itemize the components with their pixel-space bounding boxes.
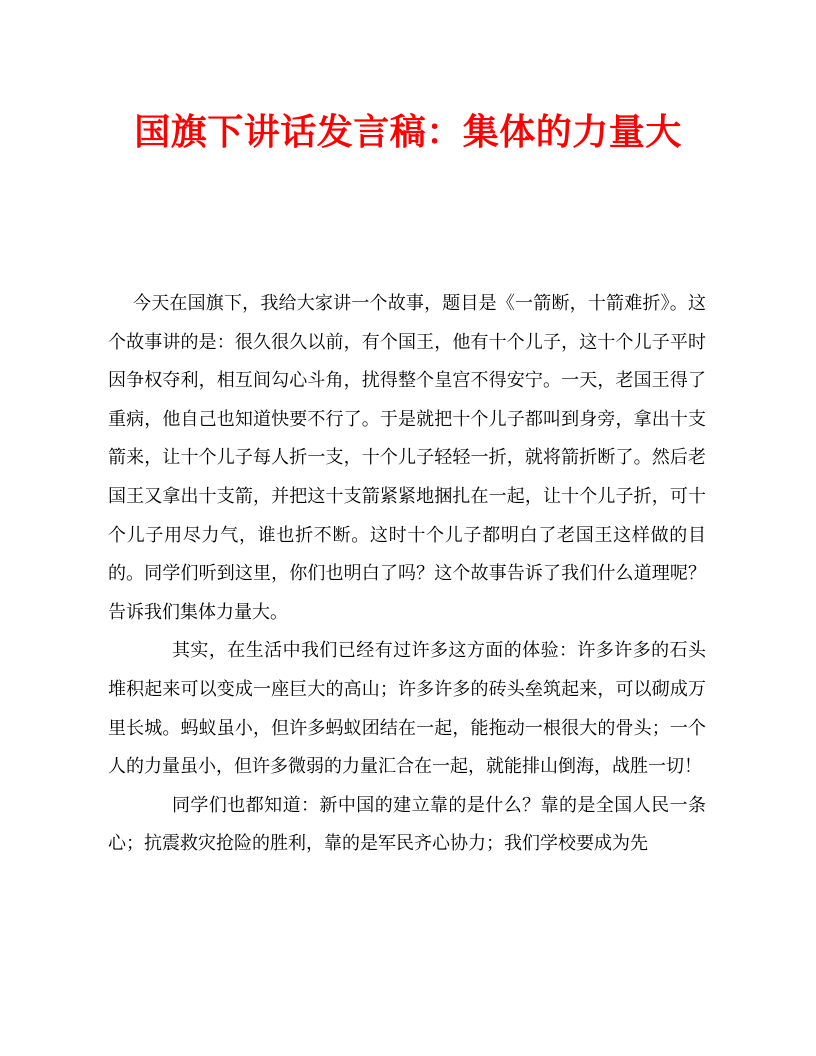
- paragraph-story: 今天在国旗下，我给大家讲一个故事，题目是《一箭断，十箭难折》。这个故事讲的是：很久很久以前，有个国王，他有十个儿子，这十个儿子平时因争权夺利，相互间勾心斗角，扰得整个皇宫不得安宁。一天，老国王得了重病，他自己也知道快要不行了。于是就把十个儿子都叫到身旁，拿出十支箭来，让十个儿子每人折一支，十个儿子轻轻一折，就将箭折断了。然后老国王又拿出十支箭，并把这十支箭紧紧地捆扎在一起，让十个儿子折，可十个儿子用尽力气，谁也折不断。这时十个儿子都明白了老国王这样做的目的。同学们听到这里，你们也明白了吗？这个故事告诉了我们什么道理呢？告诉我们集体力量大。: [108, 293, 706, 623]
- paragraph-experience: 其实，在生活中我们已经有过许多这方面的体验：许多许多的石头堆积起来可以变成一座巨大的高山；许多许多的砖头垒筑起来，可以砌成万里长城。蚂蚁虽小，但许多蚂蚁团结在一起，能拖动一根很大的骨头；一个人的力量虽小，但许多微弱的力量汇合在一起，就能排山倒海，战胜一切！: [108, 640, 706, 778]
- document-title: 国旗下讲话发言稿：集体的力量大: [134, 111, 682, 153]
- paragraph-examples: 同学们也都知道：新中国的建立靠的是什么？靠的是全国人民一条心；抗震救灾抢险的胜利，靠的是军民齐心协力；我们学校要成为先: [108, 794, 706, 855]
- document-body: [108, 285, 706, 864]
